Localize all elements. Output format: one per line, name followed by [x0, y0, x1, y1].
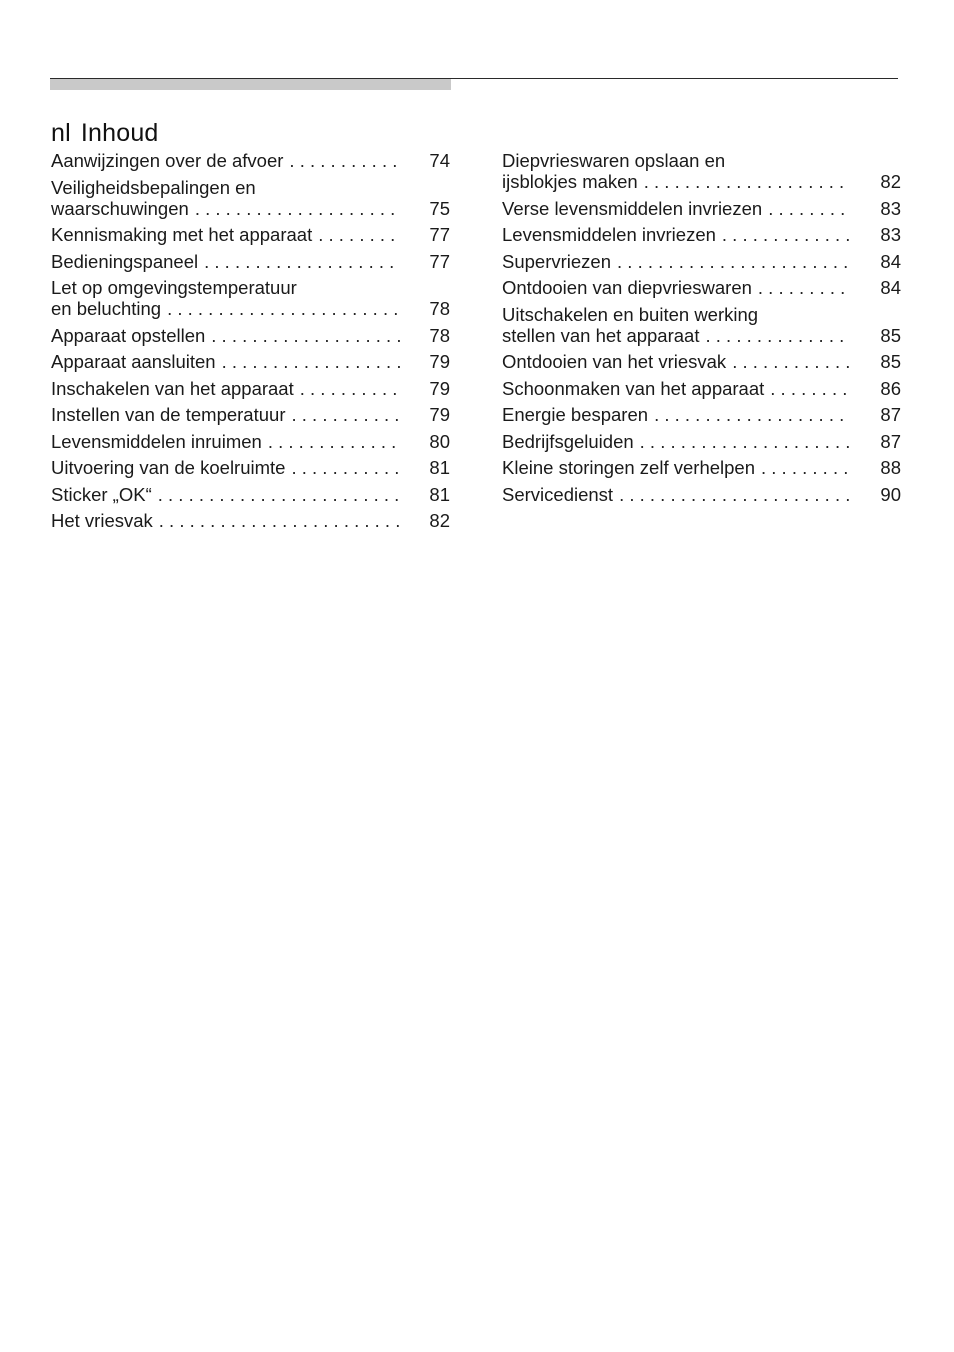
toc-entry-title: Ontdooien van diepvrieswaren [502, 277, 752, 298]
dot-leader [211, 325, 400, 346]
toc-entry-page-number: 86 [880, 377, 901, 399]
toc-entry-page-number: 85 [880, 351, 901, 372]
toc-entry-title-line1: Veiligheidsbepalingen en [51, 176, 256, 198]
toc-entry[interactable] [502, 304, 901, 346]
toc-entry-row [502, 484, 901, 505]
toc-entry-page-number: 74 [429, 150, 450, 171]
dot-leader [761, 457, 851, 478]
toc-entry[interactable] [502, 484, 901, 505]
dot-leader [204, 251, 400, 272]
toc-entry-row [502, 431, 901, 452]
toc-entry-title: en beluchting [51, 298, 162, 319]
toc-entry[interactable] [502, 224, 901, 245]
toc-entry-page-number: 83 [880, 197, 901, 219]
dot-leader [770, 378, 851, 399]
toc-entry-title: Schoonmaken van het apparaat [502, 377, 765, 399]
toc-entry-page-number: 82 [880, 171, 901, 192]
toc-entry-row [51, 351, 450, 372]
toc-entry-title: Instellen van de temperatuur [51, 404, 286, 425]
toc-entry-page-number: 84 [880, 277, 901, 298]
toc-entry-page-number: 78 [429, 298, 450, 319]
toc-entry-row [51, 251, 450, 272]
dot-leader [705, 325, 851, 346]
toc-entry-row [502, 171, 901, 192]
toc-entry-row [51, 484, 450, 505]
dot-leader [222, 351, 400, 372]
toc-entry-title: Aanwijzingen over de afvoer [51, 150, 284, 171]
toc-entry[interactable] [502, 457, 901, 478]
toc-entry-page-number: 84 [880, 250, 901, 272]
toc-entry-title: Energie besparen [502, 404, 649, 425]
toc-entry-page-number: 80 [429, 430, 450, 452]
toc-column-left [51, 150, 450, 537]
dot-leader [318, 224, 400, 245]
page-title [51, 117, 159, 149]
toc-entry-row [51, 198, 450, 219]
toc-entry-title: Kleine storingen zelf verhelpen [502, 457, 755, 478]
toc-entry[interactable] [51, 404, 450, 425]
toc-entry-row [51, 431, 450, 452]
toc-entry-title-line1: Diepvrieswaren opslaan en [502, 150, 726, 171]
toc-entry[interactable] [51, 251, 450, 272]
dot-leader [195, 198, 400, 219]
dot-leader [291, 457, 400, 478]
dot-leader [159, 510, 400, 531]
dot-leader [158, 484, 400, 505]
toc-entry-page-number: 79 [429, 351, 450, 372]
toc-entry-row [502, 404, 901, 425]
toc-entry-page-number: 75 [429, 197, 450, 219]
toc-entry-row [502, 198, 901, 219]
dot-leader [619, 484, 851, 505]
toc-entry[interactable] [51, 150, 450, 171]
dot-leader [291, 404, 400, 425]
toc-entry-title: Apparaat opstellen [51, 324, 206, 346]
toc-entry-row [502, 251, 901, 272]
toc-entry-row [51, 378, 450, 399]
header-accent-bar [50, 79, 451, 90]
toc-entry-row [502, 351, 901, 372]
dot-leader [640, 431, 851, 452]
toc-entry[interactable] [502, 404, 901, 425]
toc-entry-page-number: 85 [880, 324, 901, 346]
toc-entry-page-number: 83 [880, 224, 901, 245]
toc-entry-title: Het vriesvak [51, 510, 153, 531]
title-text: Inhoud [80, 118, 159, 147]
toc-entry-page-number: 81 [429, 483, 450, 505]
toc-entry-page-number: 87 [880, 430, 901, 452]
toc-entry-row [502, 457, 901, 478]
toc-entry[interactable] [51, 224, 450, 245]
toc-entry-page-number: 77 [429, 224, 450, 245]
toc-entry-title: stellen van het apparaat [502, 324, 700, 346]
toc-entry-title-line1: Let op omgevingstemperatuur [51, 277, 297, 298]
toc-entry[interactable] [51, 177, 450, 219]
toc-entry-title: Bedieningspaneel [51, 250, 199, 272]
toc-entry-row [51, 404, 450, 425]
toc-entry-title-line1: Uitschakelen en buiten werking [502, 303, 759, 325]
toc-entry[interactable] [502, 351, 901, 372]
toc-entry[interactable] [502, 378, 901, 399]
toc-entry[interactable] [51, 325, 450, 346]
header-rule [50, 78, 898, 79]
toc-entry-title: Ontdooien van het vriesvak [502, 351, 727, 372]
toc-column-right [502, 150, 901, 510]
toc-entry-title: Supervriezen [502, 250, 612, 272]
toc-entry-title: Kennismaking met het apparaat [51, 224, 313, 245]
dot-leader [768, 198, 851, 219]
toc-entry-row [51, 325, 450, 346]
toc-entry-page-number: 78 [429, 324, 450, 346]
dot-leader [732, 351, 851, 372]
dot-leader [758, 277, 851, 298]
toc-entry-page-number: 77 [429, 250, 450, 272]
toc-entry-title: Levensmiddelen inruimen [51, 430, 262, 452]
toc-entry-row [51, 298, 450, 319]
toc-entry-page-number: 87 [880, 404, 901, 425]
toc-entry-page-number: 88 [880, 457, 901, 478]
dot-leader [289, 150, 400, 171]
toc-entry-row [51, 224, 450, 245]
language-code: nl [51, 118, 71, 147]
toc-entry-page-number: 81 [429, 457, 450, 478]
toc-entry-title: Apparaat aansluiten [51, 351, 216, 372]
toc-entry[interactable] [51, 484, 450, 505]
toc-entry-page-number: 79 [429, 377, 450, 399]
toc-entry-title: Bedrijfsgeluiden [502, 430, 634, 452]
toc-entry[interactable] [502, 277, 901, 298]
toc-entry-title: Verse levensmiddelen invriezen [502, 197, 763, 219]
toc-entry[interactable] [51, 457, 450, 478]
dot-leader [268, 431, 400, 452]
toc-entry-page-number: 90 [880, 483, 901, 505]
toc-entry-title: Servicedienst [502, 483, 614, 505]
dot-leader [167, 298, 400, 319]
dot-leader [654, 404, 851, 425]
toc-entry[interactable] [502, 198, 901, 219]
toc-entry[interactable] [51, 351, 450, 372]
toc-entry-row [51, 510, 450, 531]
toc-entry[interactable] [51, 431, 450, 452]
toc-entry-page-number: 82 [429, 510, 450, 531]
toc-entry-title: Sticker „OK“ [51, 483, 152, 505]
toc-entry[interactable] [502, 150, 901, 192]
dot-leader [644, 171, 851, 192]
toc-entry-title: Uitvoering van de koelruimte [51, 457, 286, 478]
toc-entry-row [502, 325, 901, 346]
toc-entry-row [51, 150, 450, 171]
dot-leader [617, 251, 851, 272]
toc-entry[interactable] [51, 378, 450, 399]
toc-entry-row [51, 457, 450, 478]
toc-entry-title: Levensmiddelen invriezen [502, 224, 716, 245]
toc-entry[interactable] [502, 251, 901, 272]
dot-leader [722, 224, 851, 245]
toc-entry[interactable] [502, 431, 901, 452]
toc-entry-title: waarschuwingen [51, 197, 189, 219]
toc-entry-page-number: 79 [429, 404, 450, 425]
toc-entry-title: Inschakelen van het apparaat [51, 377, 294, 399]
dot-leader [300, 378, 400, 399]
toc-entry[interactable] [51, 510, 450, 531]
toc-entry-row [502, 224, 901, 245]
toc-entry[interactable] [51, 277, 450, 319]
toc-entry-row [502, 277, 901, 298]
toc-entry-title: ijsblokjes maken [502, 171, 638, 192]
toc-entry-row [502, 378, 901, 399]
